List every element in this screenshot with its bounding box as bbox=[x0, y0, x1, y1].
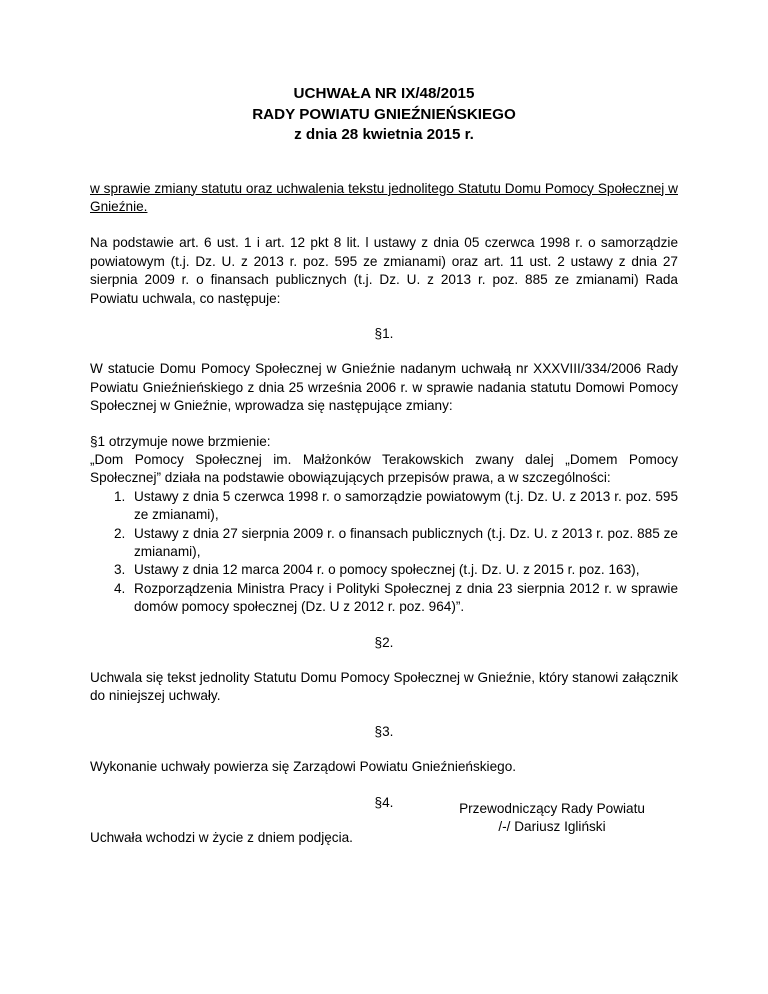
list-item-text: Ustawy z dnia 5 czerwca 1998 r. o samorządzie powiatowym (t.j. Dz. U. z 2013 r. poz. 595 ze zmianami), bbox=[134, 488, 678, 523]
amendment-block bbox=[90, 433, 678, 617]
signature-block bbox=[452, 800, 652, 837]
section-4-heading: §4. bbox=[374, 794, 394, 810]
signatory-title: Przewodniczący Rady Powiatu bbox=[459, 801, 645, 816]
section-3-heading: §3. bbox=[374, 723, 394, 739]
list-item-number: 1. bbox=[114, 488, 126, 504]
document-page bbox=[90, 84, 678, 864]
list-item-text: Ustawy z dnia 27 sierpnia 2009 r. o finansach publicznych (t.j. Dz. U. z 2013 r. poz. 885 ze zmianami), bbox=[134, 525, 678, 559]
section-2-heading: §2. bbox=[374, 634, 394, 650]
resolution-title bbox=[90, 84, 678, 146]
list-item-number: 4. bbox=[114, 580, 126, 596]
section-3-text: Wykonanie uchwały powierza się Zarządowi Powiatu Gnieźnieńskiego. bbox=[90, 759, 517, 775]
council-name: RADY POWIATU GNIEŹNIEŃSKIEGO bbox=[252, 105, 516, 123]
list-item-text: Ustawy z dnia 12 marca 2004 r. o pomocy społecznej (t.j. Dz. U. z 2015 r. poz. 163), bbox=[134, 562, 640, 578]
section-4-text: Uchwała wchodzi w życie z dniem podjęcia. bbox=[90, 830, 353, 846]
list-item-number: 3. bbox=[114, 562, 126, 578]
resolution-subject: w sprawie zmiany statutu oraz uchwalenia tekstu jednolitego Statutu Domu Pomocy Społecznej w Gnieźnie. bbox=[90, 180, 678, 214]
signatory-name: /-/ Dariusz Igliński bbox=[498, 819, 606, 835]
list-item-number: 2. bbox=[114, 525, 126, 541]
amendment-intro: §1 otrzymuje nowe brzmienie: bbox=[90, 433, 271, 449]
section-1-text: W statucie Domu Pomocy Społecznej w Gnieźnie nadanym uchwałą nr XXXVIII/334/2006 Rady Powiatu Gnieźnieńskiego z dnia 25 września 2006 r. w sprawie nadania statutu Domowi Pomocy Społecznej w Gnieźnie, wprowadza się następujące zmiany: bbox=[90, 361, 678, 414]
resolution-date: z dnia 28 kwietnia 2015 r. bbox=[294, 126, 474, 143]
list-item bbox=[114, 488, 678, 525]
list-item-text: Rozporządzenia Ministra Pracy i Polityki Społecznej z dnia 23 sierpnia 2012 r. w sprawie domów pomocy społecznej (Dz. U z 2012 r. poz. 964)”. bbox=[134, 580, 678, 615]
amendment-text: „Dom Pomocy Społecznej im. Małżonków Terakowskich zwany dalej „Domem Pomocy Społecznej” działa na podstawie obowiązujących przepisów prawa, a w szczególności: bbox=[90, 451, 678, 486]
section-1-heading: §1. bbox=[374, 325, 394, 341]
list-item bbox=[114, 525, 678, 562]
legal-basis: Na podstawie art. 6 ust. 1 i art. 12 pkt 8 lit. l ustawy z dnia 05 czerwca 1998 r. o samorządzie powiatowym (t.j. Dz. U. z 2013 r. poz. 595 ze zmianami) oraz art. 11 ust. 2 ustawy z dnia 27 sierpnia 2009 r. o finansach publicznych (t.j. Dz. U. z 2013 r. poz. 885 ze zmianami) Rada Powiatu uchwala, co następuje: bbox=[90, 235, 678, 306]
laws-list bbox=[90, 488, 678, 617]
list-item bbox=[114, 580, 678, 617]
section-2-text: Uchwala się tekst jednolity Statutu Domu Pomocy Społecznej w Gnieźnie, który stanowi załącznik do niniejszej uchwały. bbox=[90, 670, 678, 704]
resolution-number: UCHWAŁA NR IX/48/2015 bbox=[293, 85, 475, 102]
list-item bbox=[114, 561, 678, 579]
